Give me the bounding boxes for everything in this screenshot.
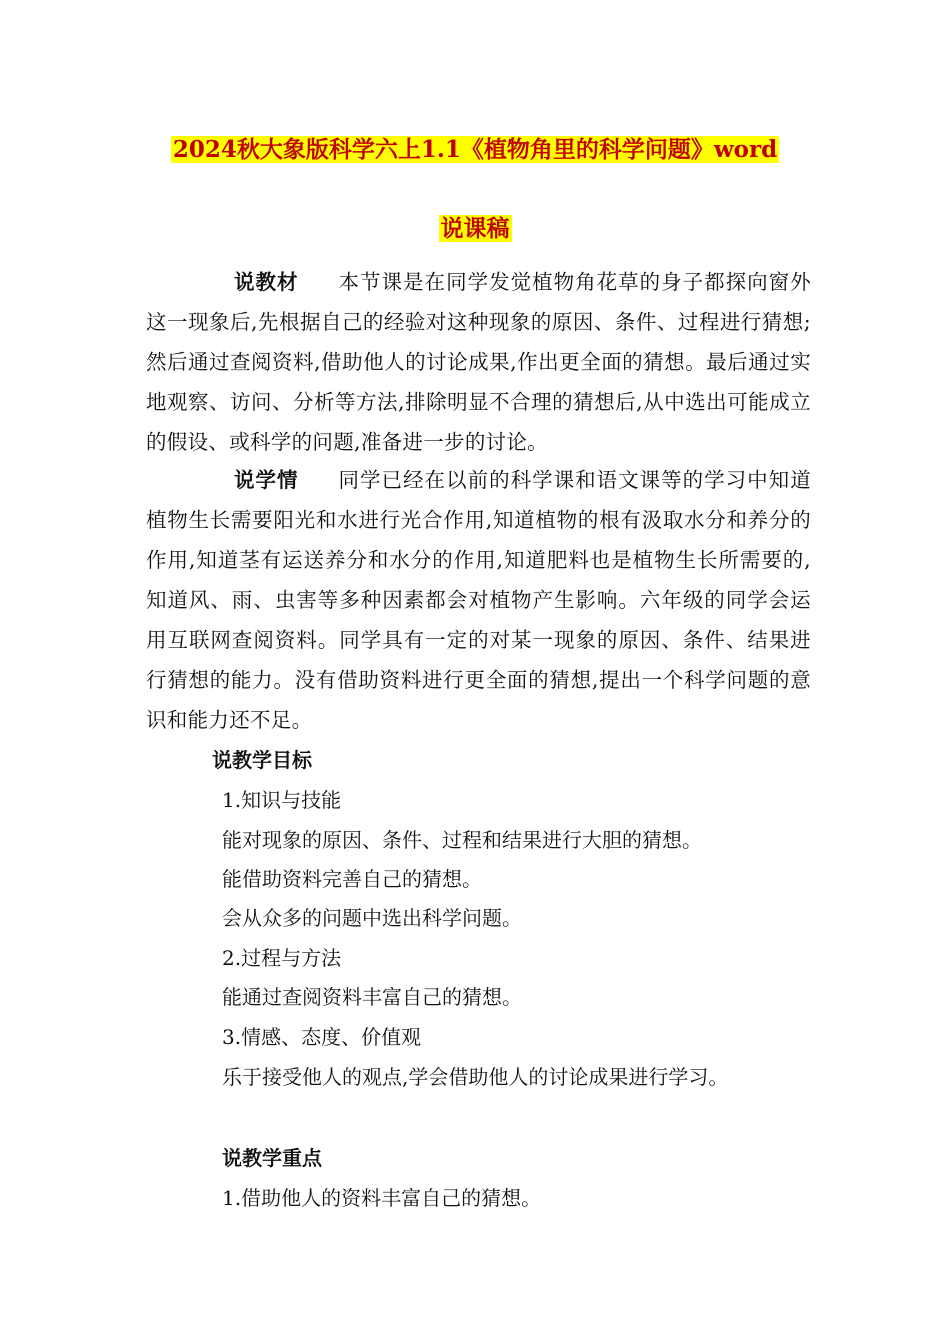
title-text-line2: 说课稿 [440,215,510,242]
section-material-text: 本节课是在同学发觉植物角花草的身子都探向窗外这一现象后,先根据自己的经验对这种现象的原因、条件、过程进行猜想;然后通过查阅资料,借助他人的讨论成果,作出更全面的猜想。最后通过实地观察、访问、分析等方法,排除明显不合理的猜想后,从中选出可能成立的假设、或科学的问题,准备进一步的讨论。 [146,270,811,454]
key-points-item: 1.借助他人的资料丰富自己的猜想。 [222,1186,542,1210]
goals-process-item: 能通过查阅资料丰富自己的猜想。 [222,985,522,1009]
goals-emotion-heading: 3.情感、态度、价值观 [222,1025,422,1049]
goals-emotion-item: 乐于接受他人的观点,学会借助他人的讨论成果进行学习。 [222,1065,729,1089]
section-material-paragraph [146,262,811,462]
section-students-paragraph [146,460,811,740]
section-students-text: 同学已经在以前的科学课和语文课等的学习中知道植物生长需要阳光和水进行光合作用,知道植物的根有汲取水分和养分的作用,知道茎有运送养分和水分的作用,知道肥料也是植物生长所需要的,知道风、雨、虫害等多种因素都会对植物产生影响。六年级的同学会运用互联网查阅资料。同学具有一定的对某一现象的原因、条件、结果进行猜想的能力。没有借助资料进行更全面的猜想,提出一个科学问题的意识和能力还不足。 [146,468,811,732]
goals-knowledge-heading: 1.知识与技能 [222,788,342,812]
section-material-heading: 说教材 [234,270,299,294]
goals-heading: 说教学目标 [212,748,312,772]
title-text-line1: 2024秋大象版科学六上1.1《植物角里的科学问题》word [172,136,778,163]
goals-knowledge-item: 会从众多的问题中选出科学问题。 [222,906,522,930]
goals-knowledge-item: 能对现象的原因、条件、过程和结果进行大胆的猜想。 [222,828,702,852]
key-points-heading: 说教学重点 [222,1146,322,1170]
document-title-line2 [0,214,950,244]
section-students-heading: 说学情 [234,468,299,492]
document-title-line1 [0,135,950,165]
goals-knowledge-item: 能借助资料完善自己的猜想。 [222,867,482,891]
goals-process-heading: 2.过程与方法 [222,946,342,970]
